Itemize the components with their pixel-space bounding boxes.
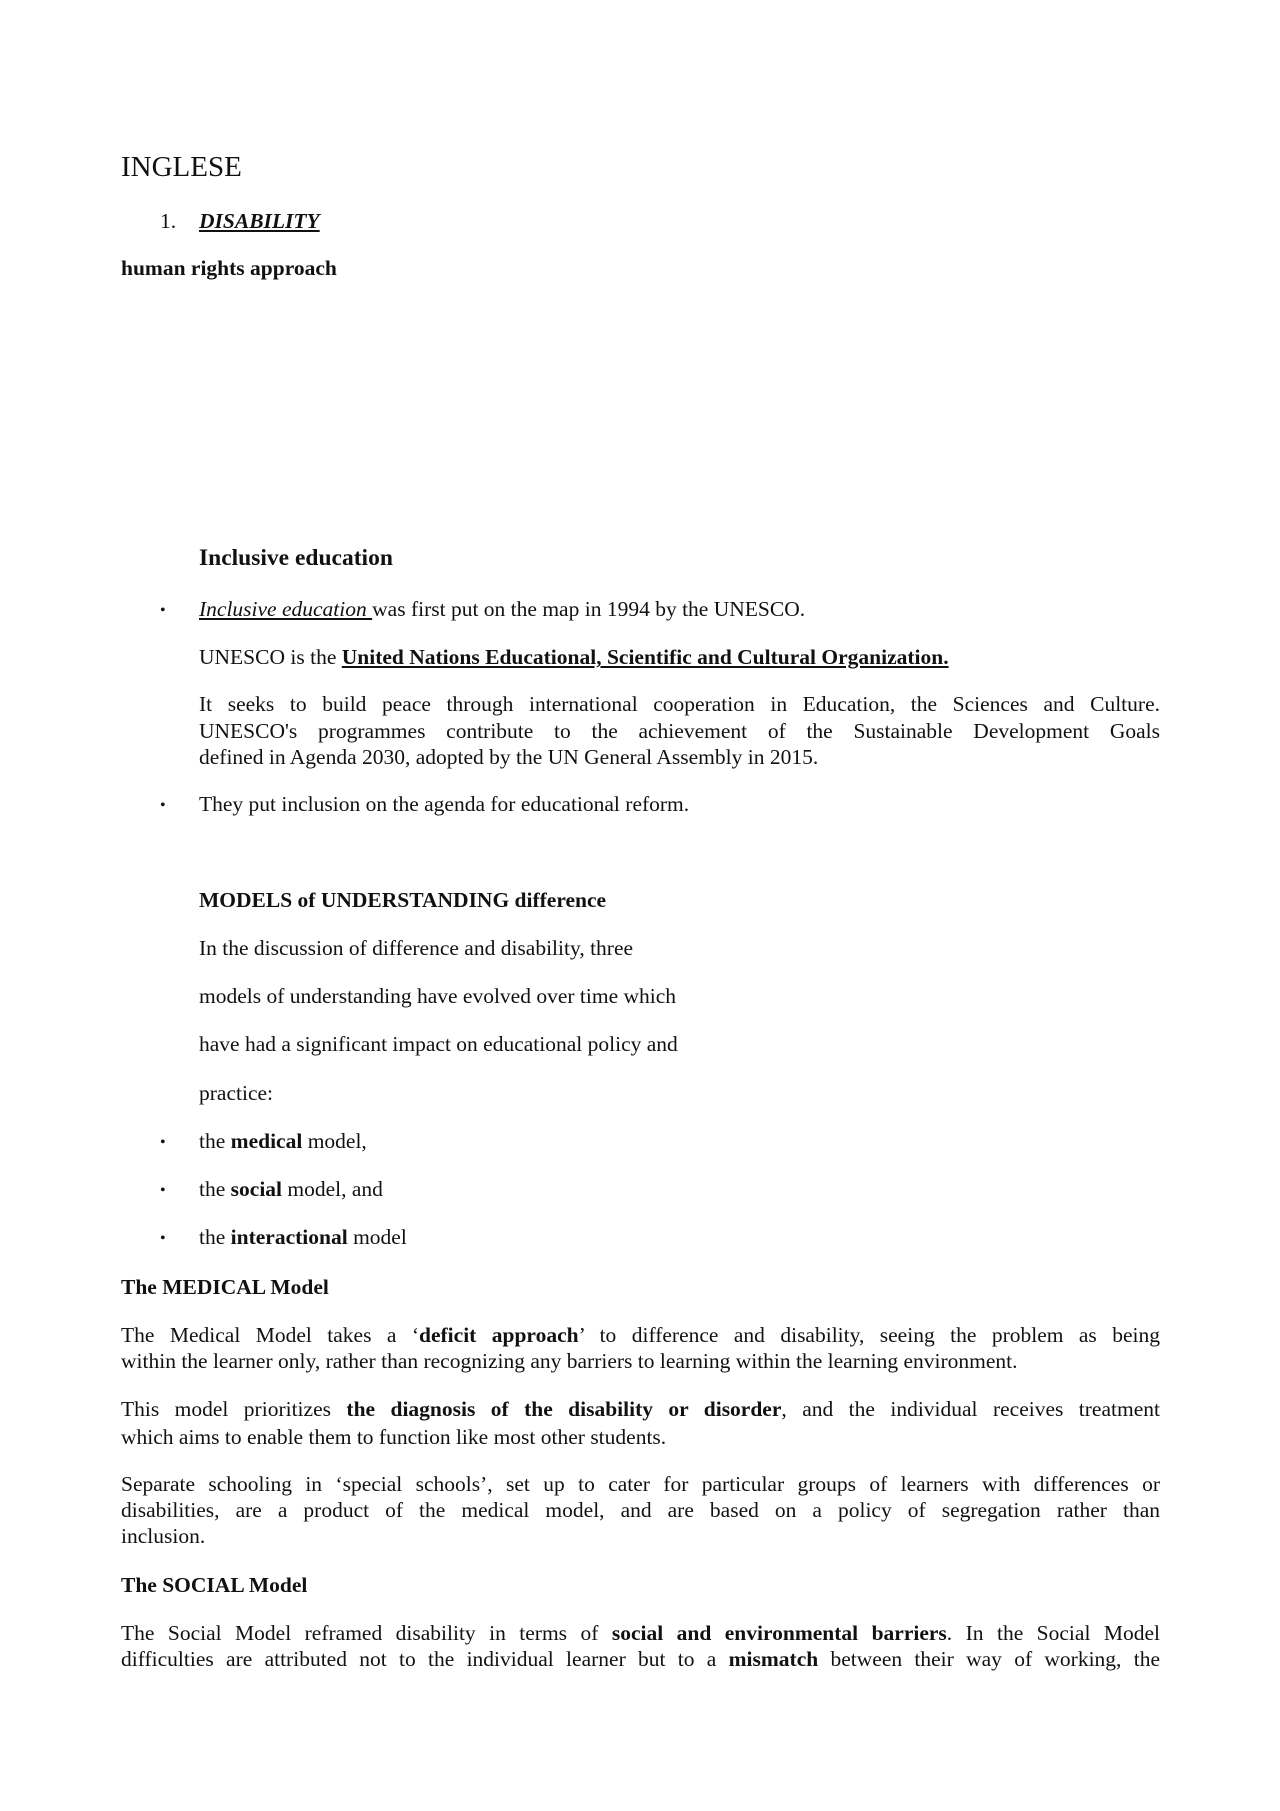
page-title: INGLESE bbox=[121, 151, 242, 183]
unesco-paragraph bbox=[199, 645, 949, 670]
list-number: 1. bbox=[160, 209, 177, 233]
models-heading: MODELS of UNDERSTANDING difference bbox=[199, 888, 607, 912]
inclusive-rest: was first put on the map in 1994 by the UNESCO. bbox=[372, 597, 806, 621]
medical-p3-line-3: inclusion. bbox=[121, 1524, 206, 1548]
text-run: difficulties are attributed not to the individual learner but to a bbox=[121, 1647, 729, 1671]
text-run: The Medical Model takes a ‘ bbox=[121, 1323, 420, 1347]
inclusive-paragraph bbox=[199, 597, 805, 622]
human-rights-heading: human rights approach bbox=[121, 256, 337, 280]
text-run: , and the individual receives treatment bbox=[781, 1397, 1160, 1421]
model-item-pre: the bbox=[199, 1129, 231, 1153]
models-intro-line: have had a significant impact on educational policy and bbox=[199, 1032, 678, 1056]
bullet: • bbox=[160, 1134, 166, 1151]
inclusion-agenda-item: They put inclusion on the agenda for educational reform. bbox=[199, 792, 690, 816]
medical-p3-line-1: Separate schooling in ‘special schools’, set up to cater for particular groups of learners with differences or bbox=[121, 1472, 1160, 1496]
seeks-line-2: UNESCO's programmes contribute to the achievement of the Sustainable Development Goals bbox=[199, 719, 1160, 743]
text-run: . In the Social Model bbox=[946, 1621, 1160, 1645]
seeks-line-1: It seeks to build peace through international cooperation in Education, the Sciences and Culture. bbox=[199, 692, 1160, 716]
model-item-interactional bbox=[199, 1225, 407, 1250]
model-item-bold: medical bbox=[230, 1129, 303, 1153]
model-item-post: model bbox=[347, 1225, 407, 1249]
unesco-prefix: UNESCO is the bbox=[199, 645, 342, 669]
medical-p3-line-2: disabilities, are a product of the medical model, and are based on a policy of segregation rather than bbox=[121, 1498, 1160, 1522]
inclusive-education-heading: Inclusive education bbox=[199, 545, 393, 571]
disability-heading: DISABILITY bbox=[199, 209, 320, 233]
deficit-approach-text: deficit approach bbox=[419, 1323, 579, 1347]
seeks-line-3: defined in Agenda 2030, adopted by the UN General Assembly in 2015. bbox=[199, 745, 819, 769]
model-item-post: model, and bbox=[282, 1177, 383, 1201]
barriers-text: social and environmental barriers bbox=[611, 1621, 947, 1645]
text-run: ’ to difference and disability, seeing the problem as being bbox=[578, 1323, 1160, 1347]
medical-p2-line-1 bbox=[121, 1397, 1160, 1422]
models-intro-line: In the discussion of difference and disability, three bbox=[199, 936, 634, 960]
diagnosis-text: the diagnosis of the disability or disorder bbox=[346, 1397, 782, 1421]
models-intro-line: models of understanding have evolved over time which bbox=[199, 984, 677, 1008]
model-item-post: model, bbox=[302, 1129, 367, 1153]
medical-p1-line-1 bbox=[121, 1323, 1160, 1348]
model-item-bold: social bbox=[230, 1177, 283, 1201]
medical-p1-line-2: within the learner only, rather than recognizing any barriers to learning within the learning environment. bbox=[121, 1349, 1018, 1373]
medical-p2-line-2: which aims to enable them to function like most other students. bbox=[121, 1425, 667, 1449]
social-p1-line-1 bbox=[121, 1621, 1160, 1646]
text-run: The Social Model reframed disability in terms of bbox=[121, 1621, 612, 1645]
models-intro-line: practice: bbox=[199, 1081, 274, 1105]
medical-model-heading: The MEDICAL Model bbox=[121, 1275, 329, 1299]
model-item-bold: interactional bbox=[230, 1225, 348, 1249]
inclusive-education-link: Inclusive education bbox=[199, 597, 373, 621]
social-p1-line-2 bbox=[121, 1647, 1160, 1672]
mismatch-text: mismatch bbox=[728, 1647, 819, 1671]
bullet: • bbox=[160, 1182, 166, 1199]
bullet: • bbox=[160, 797, 166, 814]
bullet: • bbox=[160, 602, 166, 619]
text-run: This model prioritizes bbox=[121, 1397, 347, 1421]
unesco-full-name: United Nations Educational, Scientific and Cultural Organization. bbox=[341, 645, 949, 669]
model-item-pre: the bbox=[199, 1177, 231, 1201]
text-run: between their way of working, the bbox=[818, 1647, 1160, 1671]
model-item-social bbox=[199, 1177, 383, 1202]
model-item-pre: the bbox=[199, 1225, 231, 1249]
model-item-medical bbox=[199, 1129, 367, 1154]
bullet: • bbox=[160, 1230, 166, 1247]
social-model-heading: The SOCIAL Model bbox=[121, 1573, 308, 1597]
